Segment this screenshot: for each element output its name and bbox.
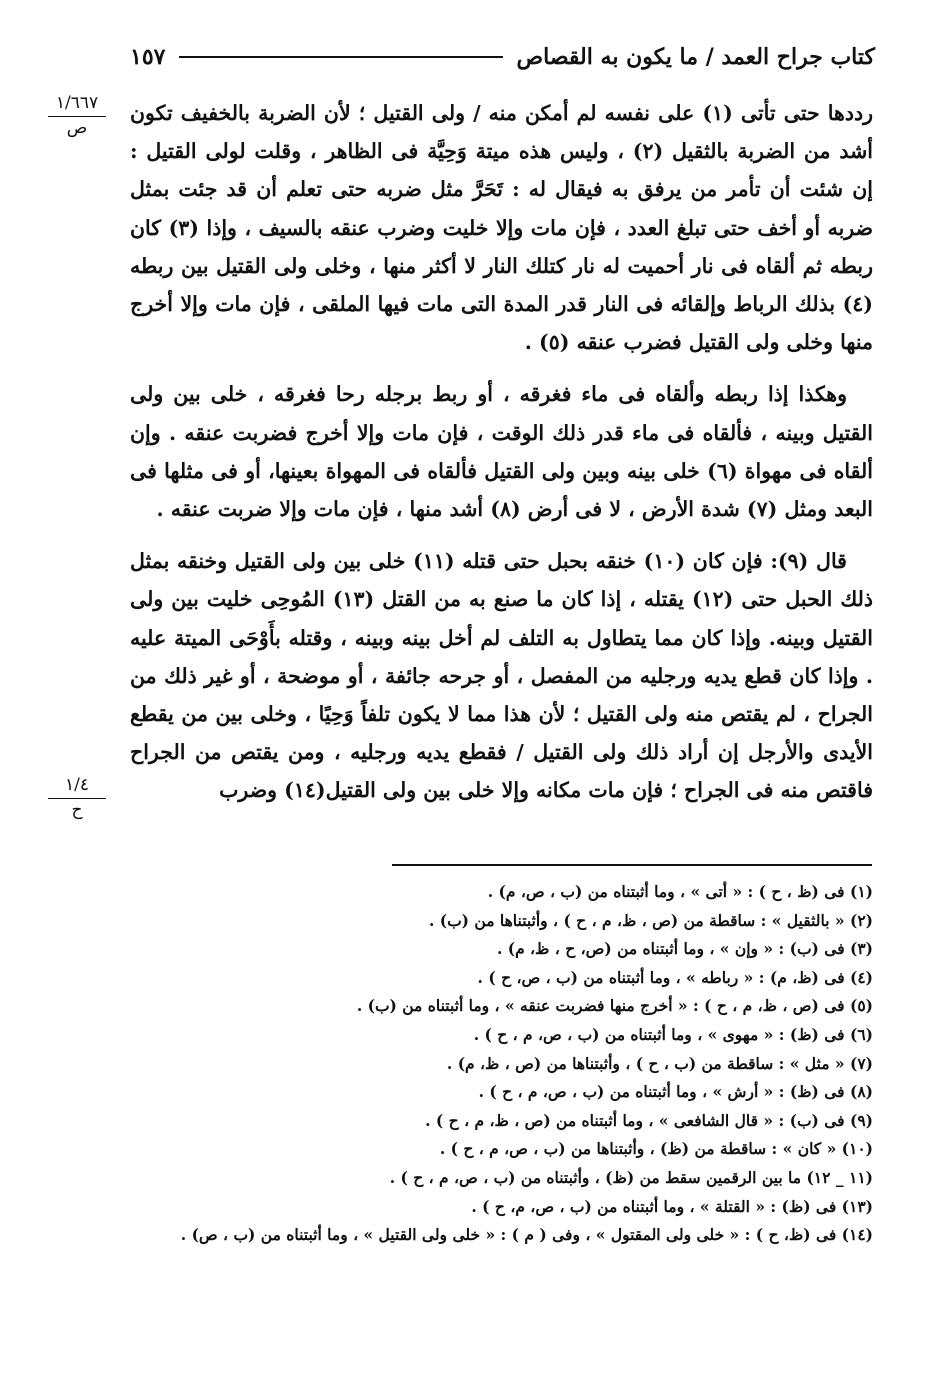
page-number: ١٥٧: [130, 44, 166, 70]
paragraph: رددها حتى تأتى (١) على نفسه لم أمكن منه / ولى القتيل ؛ لأن الضربة بالخفيف تكون أشد من الضربة بالثقيل (٢) ، وليس هذه ميتة وَحِيَّة فى الظاهر ، وقلت لولى القتيل : إن شئت أن تأمر من يرفق به فيقال له : تَحَرَّ مثل ضربه حتى تعلم أن قد جئت بمثل ضربه أو أخف حتى تبلغ العدد ، فإن مات وإلا خليت وضرب عنقه بالسيف ، وإذا (٣) كان ربطه ثم ألقاه فى نار أحميت له نار كتلك النار لا أكثر منها ، وخلى ولى القتيل بين ربطه (٤) بذلك الرباط وإلقائه فى النار قدر المدة التى مات فيها الملقى ، فإن مات وإلا أخرج منها وخلى ولى القتيل فضرب عنقه (٥) .: [130, 101, 873, 355]
paragraph: قال (٩): فإن كان (١٠) خنقه بحبل حتى قتله (١١) خلى بين ولى القتيل وخنقه بمثل ذلك الحبل حتى (١٢) يقتله ، إذا كان ما صنع به من القتل (١٣) المُوحِى خليت بين ولى القتيل وبينه. وإذا كان مما يتطاول به التلف لم أخل بينه وبينه ، وقتله بأَوْحَى الميتة عليه . وإذا كان قطع يديه ورجليه من المفصل ، أو جرحه جائفة ، أو موضحة ، أو غير ذلك من الجراح ، لم يقتص منه ولى القتيل ؛ لأن هذا مما لا يكون تلفاً وَحِيًا ، وخلى بين من يقطع الأيدى والأرجل إن أراد ذلك ولى القتيل / فقطع يديه ورجليه ، ومن يقتص من الجراح فاقتص منه فى الجراح ؛ فإن مات مكانه وإلا خلى بين ولى القتيل(١٤) وضرب: [130, 549, 873, 803]
margin-note-folio: ١/٤: [48, 774, 106, 799]
footnote: (١١ _ ١٢) ما بين الرقمين سقط من (ظ) ، وأثبتناه من (ب ، ص، م ، ح ) .: [389, 1167, 873, 1187]
footnote-separator: [392, 864, 872, 866]
header-rule: [179, 56, 502, 58]
margin-note-siglum: ح: [71, 799, 83, 820]
footnote: (٧) « مثل » : ساقطة من (ب ، ح ) ، وأثبتناها من (ص ، ظ، م) .: [446, 1053, 873, 1073]
footnote: (٨) فى (ظ) : « أرش » ، وما أثبتناه من (ب ، ص، م ، ح ) .: [478, 1082, 873, 1102]
footnote: (١٣) فى (ظ) : « القتلة » ، وما أثبتناه من (ب ، ص، م، ح ) .: [471, 1196, 873, 1216]
footnotes: [130, 878, 873, 1250]
footnote: (٤) فى (ظ، م) : « رباطه » ، وما أثبتناه من (ب ، ص، ح ) .: [477, 967, 873, 987]
margin-note-siglum: ص: [66, 117, 88, 138]
footnote: (٢) « بالثقيل » : ساقطة من (ص ، ظ، م ، ح ) ، وأثبتناها من (ب) .: [428, 910, 873, 930]
footnote: (٣) فى (ب) : « وإن » ، وما أثبتناه من (ص، ح ، ظ، م) .: [496, 939, 873, 959]
chapter-title: كتاب جراح العمد / ما يكون به القصاص: [516, 44, 875, 70]
margin-note-manuscript-sad: [48, 92, 106, 140]
main-text: [130, 94, 873, 810]
footnote: (٩) فى (ب) : « قال الشافعى » ، وما أثبتناه من (ص ، ظ، م ، ح ) .: [425, 1110, 873, 1130]
footnote: (١٤) فى (ظ، ح ) : « خلى ولى المقتول » ، وفى ( م ) : « خلى ولى القتيل » ، وما أثبتناه من (ب ، ص) .: [180, 1225, 873, 1245]
running-header: [130, 35, 875, 79]
footnote: (٥) فى (ص ، ظ، م ، ح ) : « أخرج منها فضربت عنقه » ، وما أثبتناه من (ب) .: [356, 996, 873, 1016]
footnote: (١) فى (ظ ، ح ) : « أتى » ، وما أثبتناه من (ب ، ص، م) .: [487, 882, 873, 901]
footnote: (١٠) « كان » : ساقطة من (ظ) ، وأثبتناها من (ب ، ص، م ، ح ) .: [439, 1139, 873, 1159]
footnote: (٦) فى (ظ) : « مهوى » ، وما أثبتناه من (ب ، ص، م ، ح ) .: [473, 1024, 873, 1044]
margin-note-manuscript-ha: [48, 774, 106, 822]
paragraph: وهكذا إذا ربطه وألقاه فى ماء فغرقه ، أو ربط برجله رحا فغرقه ، خلى بين ولى القتيل وبينه ، فألقاه فى ماء قدر ذلك الوقت ، فإن مات وإلا أخرج فضربت عنقه . وإن ألقاه فى مهواة (٦) خلى بينه وبين ولى القتيل فألقاه فى المهواة بعينها، أو فى مثلها فى البعد ومثل (٧) شدة الأرض ، لا فى أرض (٨) أشد منها ، فإن مات وإلا ضربت عنقه .: [130, 382, 873, 522]
margin-note-folio: ١/٦٦٧: [48, 92, 106, 117]
